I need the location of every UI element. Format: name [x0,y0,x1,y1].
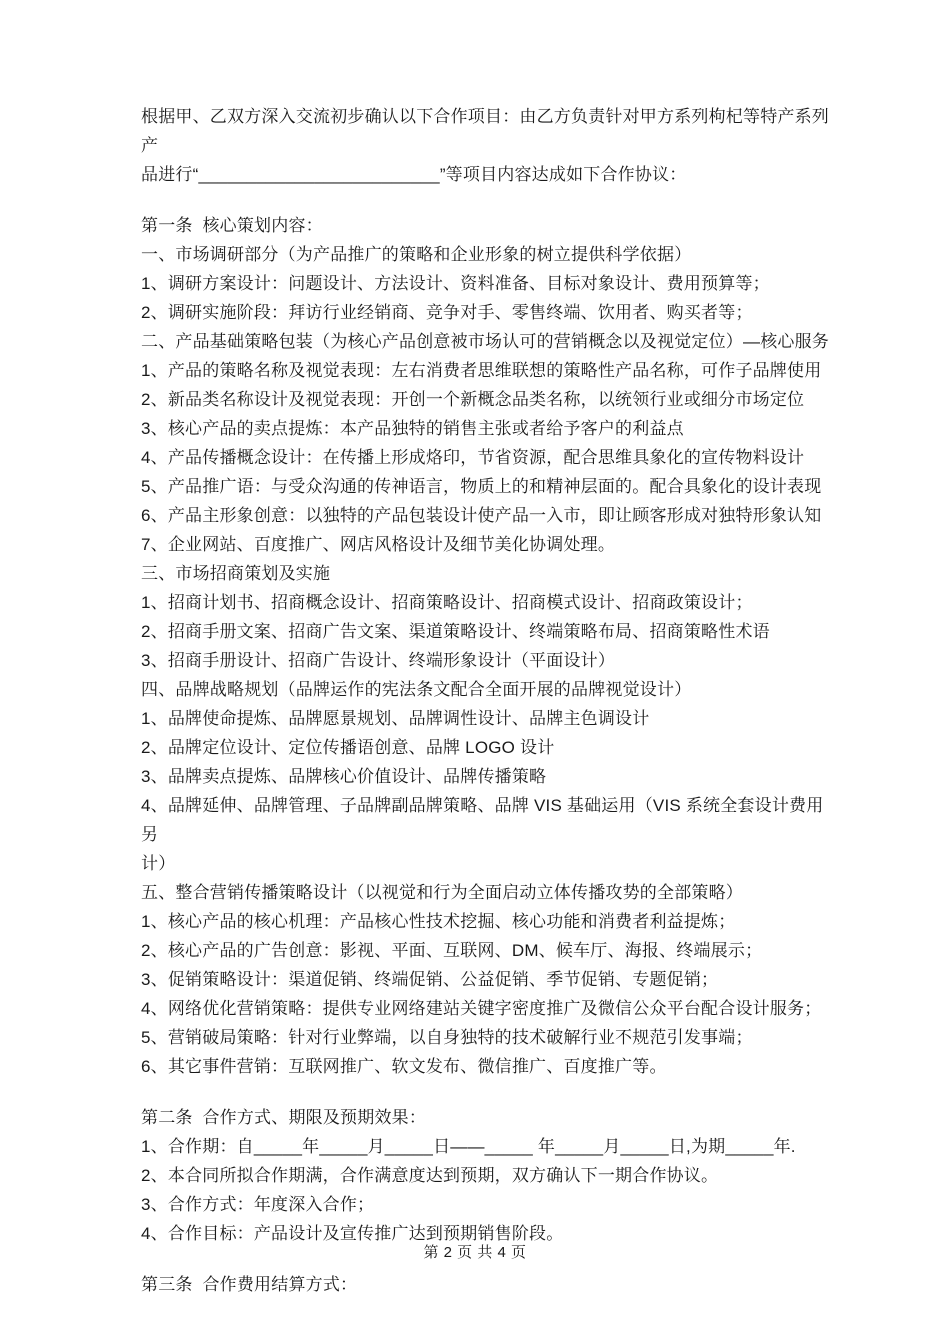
document-line: 5、营销破局策略：针对行业弊端，以自身独特的技术破解行业不规范引发事端； [141,1028,753,1047]
document-line: 1、品牌使命提炼、品牌愿景规划、品牌调性设计、品牌主色调设计 [141,709,650,728]
document-line: 2、新品类名称设计及视觉表现：开创一个新概念品类名称，以统领行业或细分市场定位 [141,390,805,409]
document-line: 根据甲、乙双方深入交流初步确认以下合作项目：由乙方负责针对甲方系列枸杞等特产系列产 [141,107,829,155]
blank-line [141,189,833,211]
blank-line [141,1081,833,1103]
document-line: 1、核心产品的核心机理：产品核心性技术挖掘、核心功能和消费者利益提炼； [141,912,736,931]
document-line: 2、调研实施阶段：拜访行业经销商、竞争对手、零售终端、饮用者、购买者等； [141,303,753,322]
document-line: 三、市场招商策划及实施 [141,564,331,583]
document-line: 第一条 核心策划内容： [141,216,323,235]
document-body [141,102,833,1299]
document-line: 3、品牌卖点提炼、品牌核心价值设计、品牌传播策略 [141,767,547,786]
document-line: 2、品牌定位设计、定位传播语创意、品牌 LOGO 设计 [141,738,555,757]
document-line: 1、调研方案设计：问题设计、方法设计、资料准备、目标对象设计、费用预算等； [141,274,770,293]
document-line: 3、促销策略设计：渠道促销、终端促销、公益促销、季节促销、专题促销； [141,970,719,989]
document-line: 7、企业网站、百度推广、网店风格设计及细节美化协调处理。 [141,535,616,554]
document-line: 二、产品基础策略包装（为核心产品创意被市场认可的营销概念以及视觉定位）—核心服务 [141,332,829,351]
document-line: 2、本合同所拟合作期满，合作满意度达到预期，双方确认下一期合作协议。 [141,1166,719,1185]
document-line: 1、招商计划书、招商概念设计、招商策略设计、招商模式设计、招商政策设计； [141,593,753,612]
document-line: 6、其它事件营销：互联网推广、软文发布、微信推广、百度推广等。 [141,1057,667,1076]
document-line: 一、市场调研部分（为产品推广的策略和企业形象的树立提供科学依据） [141,245,692,264]
document-line: 3、合作方式：年度深入合作； [141,1195,375,1214]
document-line: 3、招商手册设计、招商广告设计、终端形象设计（平面设计） [141,651,616,670]
document-line: 2、招商手册文案、招商广告文案、渠道策略设计、终端策略布局、招商策略性术语 [141,622,770,641]
document-line: 5、产品推广语：与受众沟通的传神语言，物质上的和精神层面的。配合具象化的设计表现 [141,477,822,496]
document-line: 第二条 合作方式、期限及预期效果： [141,1108,427,1127]
document-line: 第三条 合作费用结算方式： [141,1275,358,1294]
document-line: 6、产品主形象创意：以独特的产品包装设计使产品一入市，即让顾客形成对独特形象认知 [141,506,822,525]
document-line: 计） [141,854,176,873]
document-line: 1、合作期：自_____年_____月_____日——_____ 年_____月_____日,为期_____年. [141,1137,796,1156]
document-line: 品进行“_________________________”等项目内容达成如下合作协议： [141,165,687,184]
document-line: 2、核心产品的广告创意：影视、平面、互联网、DM、候车厅、海报、终端展示； [141,941,763,960]
document-line: 3、核心产品的卖点提炼：本产品独特的销售主张或者给予客户的利益点 [141,419,684,438]
document-line: 4、网络优化营销策略：提供专业网络建站关键字密度推广及微信公众平台配合设计服务； [141,999,822,1018]
document-line: 4、品牌延伸、品牌管理、子品牌副品牌策略、品牌 VIS 基础运用（VIS 系统全套设计费用另 [141,796,824,844]
document-line: 四、品牌战略规划（品牌运作的宪法条文配合全面开展的品牌视觉设计） [141,680,692,699]
document-line: 4、合作目标：产品设计及宣传推广达到预期销售阶段。 [141,1224,564,1243]
document-line: 1、产品的策略名称及视觉表现：左右消费者思维联想的策略性产品名称，可作子品牌使用 [141,361,822,380]
document-line: 五、整合营销传播策略设计（以视觉和行为全面启动立体传播攻势的全部策略） [141,883,743,902]
page-number-footer: 第 2 页 共 4 页 [423,1244,527,1261]
document-line: 4、产品传播概念设计：在传播上形成烙印，节省资源，配合思维具象化的宣传物料设计 [141,448,805,467]
